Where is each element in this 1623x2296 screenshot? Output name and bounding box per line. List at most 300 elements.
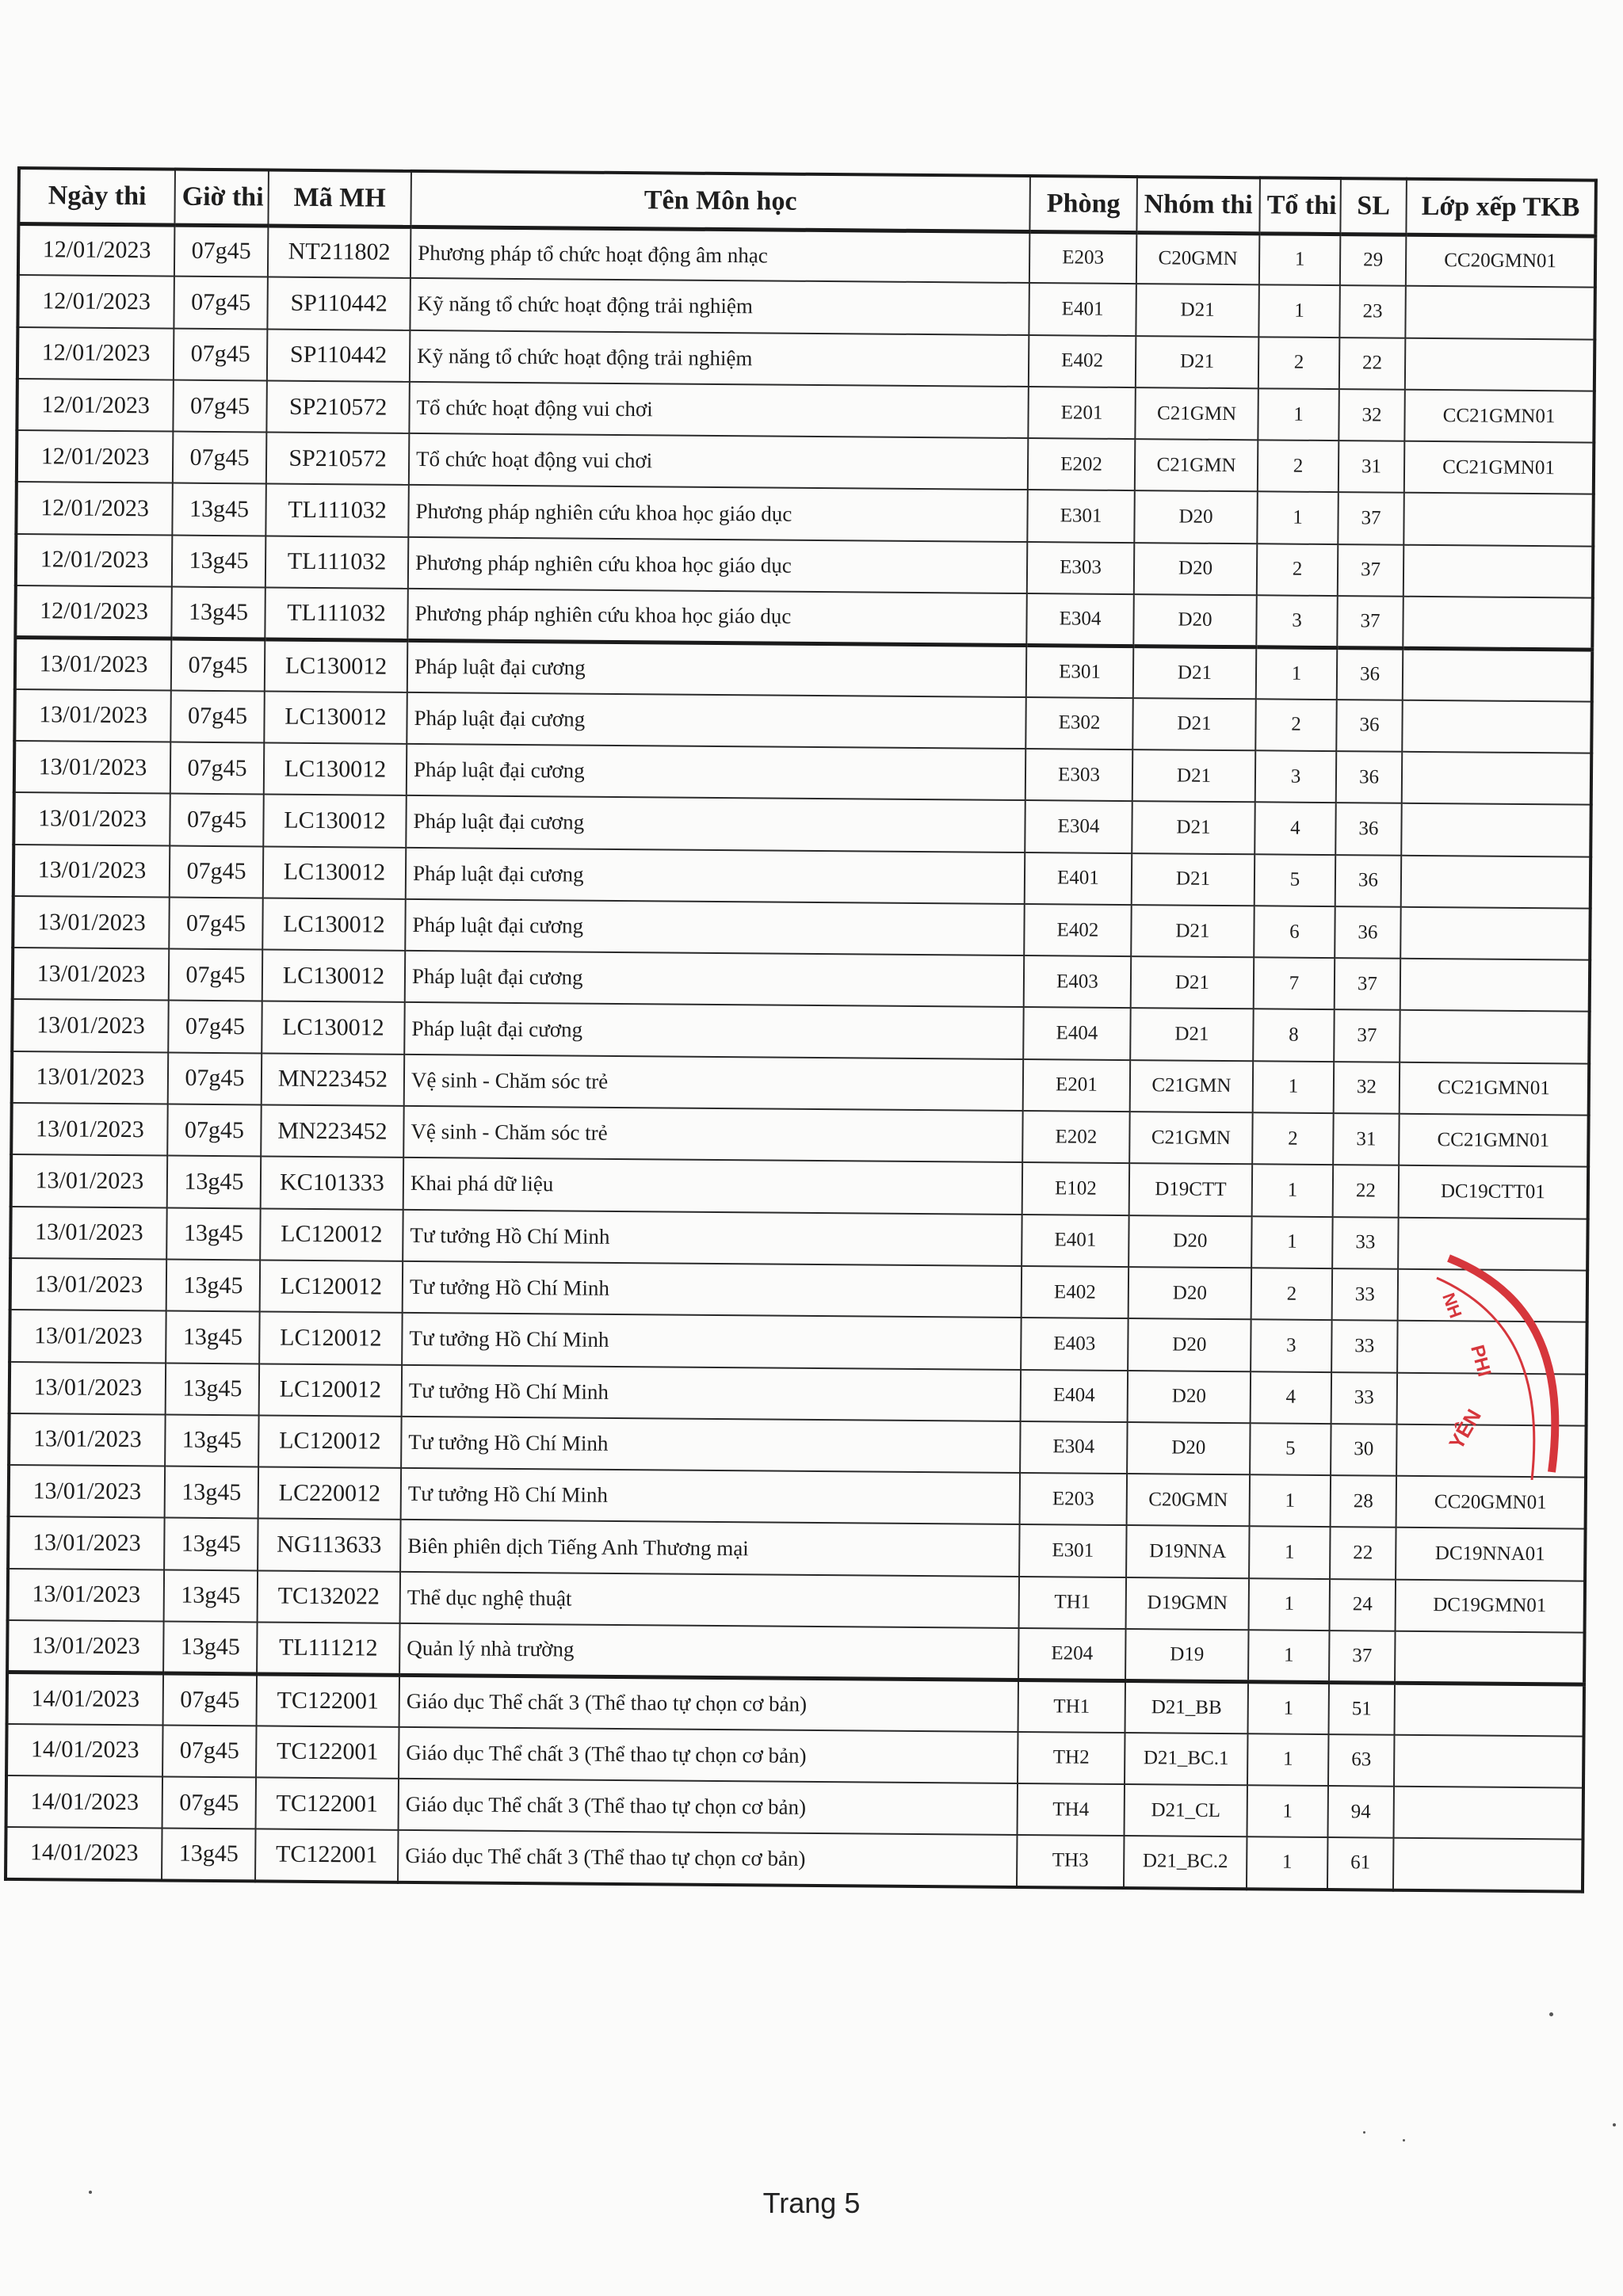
cell-ma-mh: SP210572 [266, 380, 410, 433]
cell-gio-thi: 13g45 [162, 1829, 256, 1881]
cell-gio-thi: 07g45 [170, 690, 265, 742]
cell-lop-xep-tkb [1405, 338, 1595, 391]
cell-ma-mh: LC120012 [260, 1208, 403, 1261]
cell-lop-xep-tkb [1400, 907, 1591, 960]
cell-gio-thi: 07g45 [170, 794, 264, 846]
cell-ma-mh: TC122001 [257, 1674, 400, 1727]
cell-phong: E301 [1019, 1524, 1127, 1577]
cell-phong: E102 [1022, 1162, 1130, 1215]
cell-ngay-thi: 13/01/2023 [7, 1620, 164, 1673]
cell-to-thi: 5 [1250, 1423, 1331, 1475]
cell-phong: E402 [1024, 904, 1132, 956]
cell-gio-thi: 07g45 [168, 1001, 262, 1053]
header-phong: Phòng [1029, 176, 1137, 232]
cell-ten-mon-hoc: Tư tưởng Hồ Chí Minh [402, 1364, 1021, 1421]
cell-ngay-thi: 13/01/2023 [9, 1413, 166, 1466]
cell-nhom-thi: D20 [1128, 1318, 1251, 1371]
cell-lop-xep-tkb [1395, 1683, 1585, 1736]
cell-gio-thi: 07g45 [163, 1673, 258, 1726]
cell-sl: 37 [1329, 1630, 1396, 1683]
header-sl: SL [1340, 178, 1407, 235]
cell-ngay-thi: 13/01/2023 [11, 1103, 168, 1156]
cell-ma-mh: MN223452 [262, 1053, 405, 1106]
cell-ma-mh: TL111032 [265, 588, 408, 641]
cell-ten-mon-hoc: Pháp luật đại cương [404, 1002, 1023, 1058]
cell-lop-xep-tkb [1403, 597, 1593, 650]
cell-gio-thi: 13g45 [164, 1518, 258, 1570]
header-to-thi: Tổ thi [1259, 177, 1341, 234]
cell-ngay-thi: 13/01/2023 [8, 1569, 165, 1622]
cell-phong: TH3 [1017, 1835, 1125, 1887]
cell-nhom-thi: D21 [1132, 801, 1255, 854]
cell-to-thi: 4 [1251, 1371, 1332, 1424]
cell-nhom-thi: C21GMN [1130, 1060, 1254, 1113]
cell-nhom-thi: D21 [1132, 853, 1255, 906]
cell-sl: 22 [1333, 1165, 1400, 1217]
cell-ten-mon-hoc: Tổ chức hoạt động vui chơi [409, 433, 1028, 490]
cell-ma-mh: SP210572 [266, 433, 410, 486]
cell-phong: E202 [1028, 438, 1136, 490]
cell-phong: E201 [1028, 387, 1136, 439]
cell-ngay-thi: 14/01/2023 [6, 1775, 163, 1829]
cell-sl: 28 [1331, 1475, 1397, 1527]
cell-ngay-thi: 13/01/2023 [13, 948, 170, 1001]
cell-phong: TH4 [1017, 1783, 1125, 1836]
cell-to-thi: 1 [1259, 233, 1341, 285]
cell-ma-mh: TC132022 [258, 1570, 401, 1623]
cell-lop-xep-tkb [1405, 286, 1595, 339]
cell-phong: E203 [1029, 231, 1137, 284]
cell-ngay-thi: 14/01/2023 [6, 1724, 163, 1777]
cell-ma-mh: NT211802 [268, 225, 411, 278]
cell-ten-mon-hoc: Vệ sinh - Chăm sóc trẻ [404, 1055, 1023, 1111]
cell-ma-mh: LC120012 [260, 1260, 403, 1313]
cell-lop-xep-tkb: DC19GMN01 [1396, 1579, 1586, 1632]
cell-sl: 29 [1340, 234, 1407, 286]
cell-to-thi: 2 [1252, 1112, 1334, 1165]
cell-to-thi: 1 [1257, 492, 1338, 544]
cell-gio-thi: 13g45 [166, 1259, 261, 1311]
cell-gio-thi: 07g45 [170, 845, 264, 898]
cell-to-thi: 1 [1258, 285, 1340, 338]
cell-ngay-thi: 14/01/2023 [7, 1672, 164, 1725]
cell-ngay-thi: 13/01/2023 [11, 1154, 168, 1207]
cell-ngay-thi: 13/01/2023 [12, 999, 169, 1052]
cell-nhom-thi: D21 [1132, 749, 1256, 803]
cell-ngay-thi: 13/01/2023 [13, 845, 170, 898]
scan-speck [1403, 2139, 1405, 2142]
cell-sl: 31 [1333, 1113, 1400, 1165]
cell-sl: 36 [1336, 700, 1403, 752]
cell-ma-mh: TC122001 [255, 1829, 399, 1882]
cell-gio-thi: 13g45 [167, 1156, 262, 1208]
cell-sl: 51 [1329, 1682, 1396, 1734]
cell-ngay-thi: 14/01/2023 [6, 1827, 162, 1880]
cell-nhom-thi: D21_CL [1124, 1784, 1247, 1837]
cell-ma-mh: TL111032 [265, 536, 409, 589]
cell-phong: E403 [1024, 955, 1132, 1008]
cell-nhom-thi: D19GMN [1126, 1577, 1250, 1630]
cell-ma-mh: TC122001 [256, 1777, 399, 1830]
cell-to-thi: 1 [1249, 1527, 1331, 1579]
cell-gio-thi: 07g45 [174, 225, 269, 277]
cell-lop-xep-tkb [1400, 959, 1591, 1012]
cell-phong: E301 [1027, 490, 1135, 543]
cell-to-thi: 1 [1247, 1785, 1328, 1837]
cell-sl: 37 [1338, 493, 1404, 545]
cell-ngay-thi: 13/01/2023 [10, 1310, 166, 1363]
cell-phong: E203 [1020, 1473, 1128, 1525]
cell-nhom-thi: D21 [1130, 1009, 1254, 1062]
cell-ten-mon-hoc: Phương pháp nghiên cứu khoa học giáo dục [407, 589, 1026, 645]
cell-ten-mon-hoc: Kỹ năng tổ chức hoạt động trải nghiệm [410, 330, 1029, 386]
scan-speck [1613, 2123, 1616, 2126]
header-lop-xep-tkb: Lớp xếp TKB [1406, 179, 1596, 236]
cell-sl: 36 [1335, 855, 1402, 907]
scan-speck [89, 2191, 92, 2194]
cell-nhom-thi: D20 [1134, 543, 1258, 596]
cell-ma-mh: LC120012 [259, 1363, 403, 1417]
cell-ten-mon-hoc: Khai phá dữ liệu [403, 1158, 1022, 1214]
cell-nhom-thi: D20 [1133, 594, 1257, 647]
cell-nhom-thi: D19CTT [1129, 1163, 1253, 1216]
header-ngay-thi: Ngày thi [18, 168, 175, 225]
cell-to-thi: 1 [1249, 1578, 1331, 1630]
cell-ngay-thi: 13/01/2023 [13, 896, 170, 949]
cell-lop-xep-tkb [1402, 700, 1592, 753]
cell-phong: TH2 [1018, 1732, 1125, 1784]
cell-ma-mh: TC122001 [256, 1726, 399, 1779]
cell-gio-thi: 07g45 [174, 328, 268, 380]
cell-ten-mon-hoc: Phương pháp nghiên cứu khoa học giáo dục [408, 485, 1027, 541]
cell-ngay-thi: 12/01/2023 [18, 223, 175, 277]
cell-to-thi: 1 [1248, 1630, 1330, 1682]
cell-to-thi: 7 [1254, 957, 1335, 1009]
page-number: Trang 5 [762, 2187, 861, 2219]
cell-lop-xep-tkb [1395, 1631, 1585, 1684]
cell-gio-thi: 13g45 [171, 587, 265, 639]
cell-lop-xep-tkb: CC21GMN01 [1404, 390, 1594, 443]
cell-phong: E304 [1020, 1421, 1128, 1474]
cell-ngay-thi: 13/01/2023 [10, 1207, 167, 1260]
cell-phong: E404 [1021, 1370, 1128, 1422]
cell-sl: 36 [1336, 751, 1403, 803]
cell-sl: 30 [1331, 1424, 1397, 1476]
cell-to-thi: 2 [1251, 1268, 1333, 1320]
cell-ten-mon-hoc: Pháp luật đại cương [407, 744, 1025, 800]
cell-to-thi: 3 [1256, 595, 1338, 647]
cell-lop-xep-tkb [1401, 803, 1591, 856]
cell-ngay-thi: 13/01/2023 [10, 1362, 166, 1415]
cell-ten-mon-hoc: Pháp luật đại cương [406, 795, 1025, 852]
cell-lop-xep-tkb [1394, 1734, 1584, 1787]
cell-phong: E401 [1025, 852, 1132, 905]
stamp-text-top: NH [1438, 1290, 1466, 1321]
cell-ma-mh: LC220012 [258, 1467, 402, 1520]
cell-ten-mon-hoc: Phương pháp nghiên cứu khoa học giáo dục [408, 537, 1027, 593]
header-nhom-thi: Nhóm thi [1136, 177, 1260, 233]
cell-sl: 33 [1332, 1268, 1399, 1321]
header-ten-mon-hoc: Tên Môn học [411, 171, 1030, 231]
cell-sl: 36 [1335, 906, 1401, 959]
cell-ten-mon-hoc: Giáo dục Thể chất 3 (Thể thao tự chọn cơ bản) [398, 1830, 1017, 1886]
header-gio-thi: Giờ thi [174, 170, 269, 226]
cell-phong: E404 [1023, 1007, 1131, 1059]
cell-lop-xep-tkb [1403, 493, 1594, 546]
cell-gio-thi: 07g45 [162, 1725, 257, 1777]
cell-ten-mon-hoc: Quản lý nhà trường [399, 1623, 1018, 1680]
cell-phong: E401 [1022, 1215, 1129, 1267]
cell-lop-xep-tkb: CC21GMN01 [1404, 441, 1594, 494]
cell-ma-mh: LC130012 [264, 742, 407, 795]
cell-ten-mon-hoc: Pháp luật đại cương [406, 847, 1025, 903]
cell-to-thi: 1 [1252, 1165, 1334, 1217]
cell-ten-mon-hoc: Tư tưởng Hồ Chí Minh [402, 1313, 1021, 1369]
cell-ngay-thi: 12/01/2023 [15, 585, 172, 639]
cell-sl: 36 [1335, 803, 1402, 855]
cell-ngay-thi: 12/01/2023 [16, 534, 173, 587]
cell-gio-thi: 07g45 [162, 1776, 257, 1829]
cell-ngay-thi: 13/01/2023 [12, 1051, 169, 1104]
cell-ma-mh: TL111212 [257, 1622, 400, 1675]
cell-nhom-thi: D19 [1125, 1629, 1249, 1682]
cell-lop-xep-tkb: DC19NNA01 [1396, 1527, 1586, 1581]
cell-ma-mh: LC130012 [264, 691, 407, 744]
cell-nhom-thi: D20 [1127, 1422, 1251, 1475]
cell-ten-mon-hoc: Giáo dục Thể chất 3 (Thể thao tự chọn cơ bản) [399, 1726, 1018, 1783]
cell-phong: E204 [1018, 1628, 1126, 1680]
cell-gio-thi: 07g45 [170, 742, 265, 795]
cell-to-thi: 1 [1247, 1733, 1329, 1786]
cell-ma-mh: LC120012 [259, 1312, 403, 1365]
cell-to-thi: 3 [1255, 750, 1337, 803]
cell-sl: 23 [1339, 285, 1406, 338]
cell-gio-thi: 07g45 [169, 897, 263, 949]
cell-nhom-thi: D20 [1128, 1215, 1252, 1268]
cell-sl: 37 [1337, 596, 1403, 648]
cell-phong: E304 [1026, 593, 1134, 646]
cell-ma-mh: LC130012 [265, 639, 408, 692]
cell-phong: E302 [1025, 697, 1133, 749]
cell-gio-thi: 13g45 [164, 1569, 258, 1622]
cell-phong: E303 [1027, 542, 1135, 594]
cell-ten-mon-hoc: Pháp luật đại cương [405, 899, 1024, 955]
cell-gio-thi: 07g45 [168, 1052, 262, 1104]
cell-lop-xep-tkb: CC21GMN01 [1399, 1114, 1589, 1167]
cell-lop-xep-tkb [1401, 855, 1591, 908]
cell-lop-xep-tkb [1403, 545, 1594, 598]
cell-lop-xep-tkb [1393, 1787, 1583, 1840]
cell-to-thi: 1 [1247, 1836, 1328, 1889]
cell-ten-mon-hoc: Giáo dục Thể chất 3 (Thể thao tự chọn cơ bản) [399, 1779, 1018, 1835]
cell-ten-mon-hoc: Tư tưởng Hồ Chí Minh [403, 1261, 1022, 1318]
cell-phong: TH1 [1019, 1577, 1127, 1629]
exam-schedule-table [4, 166, 1598, 1893]
cell-to-thi: 1 [1258, 388, 1339, 441]
cell-sl: 94 [1327, 1786, 1394, 1838]
cell-ma-mh: LC130012 [263, 846, 407, 899]
cell-phong: E401 [1029, 283, 1136, 335]
cell-phong: E304 [1025, 800, 1132, 852]
cell-gio-thi: 07g45 [173, 432, 267, 484]
cell-lop-xep-tkb [1400, 1010, 1590, 1063]
cell-to-thi: 2 [1257, 543, 1338, 596]
cell-gio-thi: 13g45 [166, 1363, 260, 1415]
cell-ngay-thi: 12/01/2023 [17, 430, 174, 483]
cell-gio-thi: 13g45 [163, 1622, 258, 1674]
cell-nhom-thi: C21GMN [1129, 1112, 1253, 1165]
cell-ten-mon-hoc: Tổ chức hoạt động vui chơi [409, 382, 1028, 438]
cell-gio-thi: 13g45 [165, 1414, 259, 1466]
cell-ma-mh: NG113633 [258, 1519, 401, 1572]
cell-ngay-thi: 13/01/2023 [15, 637, 172, 690]
cell-nhom-thi: D21 [1131, 905, 1254, 958]
cell-ngay-thi: 13/01/2023 [9, 1465, 166, 1518]
cell-to-thi: 8 [1253, 1009, 1335, 1062]
cell-sl: 22 [1339, 338, 1406, 390]
cell-ten-mon-hoc: Vệ sinh - Chăm sóc trẻ [403, 1106, 1022, 1162]
cell-nhom-thi: D21_BB [1125, 1680, 1249, 1733]
cell-ngay-thi: 13/01/2023 [8, 1516, 165, 1569]
cell-to-thi: 6 [1254, 906, 1335, 958]
cell-gio-thi: 07g45 [173, 379, 267, 432]
cell-to-thi: 2 [1255, 699, 1337, 751]
cell-sl: 22 [1330, 1527, 1396, 1579]
cell-to-thi: 3 [1251, 1320, 1332, 1372]
cell-lop-xep-tkb [1403, 648, 1593, 701]
cell-lop-xep-tkb: CC20GMN01 [1396, 1476, 1587, 1529]
cell-gio-thi: 13g45 [172, 483, 266, 536]
cell-to-thi: 4 [1254, 803, 1336, 855]
cell-ngay-thi: 13/01/2023 [14, 741, 171, 794]
cell-ten-mon-hoc: Tư tưởng Hồ Chí Minh [401, 1468, 1020, 1524]
cell-ngay-thi: 13/01/2023 [13, 792, 170, 845]
cell-nhom-thi: D21_BC.2 [1124, 1836, 1247, 1889]
cell-nhom-thi: D20 [1128, 1371, 1251, 1424]
cell-phong: E202 [1022, 1111, 1130, 1163]
cell-phong: E301 [1026, 645, 1134, 697]
cell-ten-mon-hoc: Tư tưởng Hồ Chí Minh [403, 1210, 1022, 1266]
cell-gio-thi: 07g45 [171, 639, 265, 691]
cell-nhom-thi: D20 [1128, 1267, 1252, 1320]
cell-sl: 32 [1338, 389, 1405, 441]
cell-sl: 31 [1338, 441, 1405, 493]
cell-sl: 24 [1330, 1579, 1396, 1631]
cell-ma-mh: LC130012 [262, 1001, 405, 1055]
cell-ma-mh: LC130012 [262, 950, 406, 1003]
cell-ten-mon-hoc: Giáo dục Thể chất 3 (Thể thao tự chọn cơ bản) [399, 1675, 1018, 1731]
cell-nhom-thi: D19NNA [1126, 1525, 1250, 1578]
cell-nhom-thi: D20 [1134, 491, 1258, 544]
cell-ma-mh: LC130012 [262, 898, 406, 951]
cell-ten-mon-hoc: Pháp luật đại cương [407, 640, 1026, 696]
stamp-text-mid: PHI [1466, 1342, 1495, 1379]
cell-to-thi: 2 [1258, 337, 1340, 389]
cell-gio-thi: 13g45 [165, 1466, 259, 1519]
cell-gio-thi: 07g45 [174, 277, 268, 329]
cell-nhom-thi: C21GMN [1135, 439, 1258, 492]
cell-ten-mon-hoc: Pháp luật đại cương [405, 951, 1024, 1007]
cell-sl: 33 [1332, 1217, 1399, 1269]
cell-sl: 61 [1327, 1837, 1394, 1890]
cell-ten-mon-hoc: Pháp luật đại cương [407, 692, 1025, 749]
cell-nhom-thi: D21 [1133, 646, 1257, 699]
cell-ngay-thi: 13/01/2023 [10, 1258, 167, 1311]
cell-ngay-thi: 12/01/2023 [17, 379, 174, 432]
cell-ngay-thi: 12/01/2023 [16, 482, 173, 535]
cell-to-thi: 1 [1251, 1216, 1333, 1268]
cell-gio-thi: 13g45 [172, 535, 266, 587]
cell-sl: 37 [1334, 1010, 1400, 1062]
cell-nhom-thi: D21 [1131, 956, 1254, 1009]
cell-phong: E402 [1022, 1266, 1129, 1318]
cell-ngay-thi: 12/01/2023 [17, 275, 174, 328]
header-ma-mh: Mã MH [268, 170, 411, 226]
cell-lop-xep-tkb [1393, 1838, 1583, 1891]
cell-to-thi: 1 [1250, 1474, 1331, 1527]
cell-phong: TH1 [1018, 1680, 1126, 1732]
cell-ten-mon-hoc: Kỹ năng tổ chức hoạt động trải nghiệm [410, 278, 1029, 334]
cell-ma-mh: SP110442 [267, 329, 411, 382]
cell-nhom-thi: D21_BC.1 [1125, 1733, 1248, 1786]
cell-sl: 33 [1331, 1320, 1398, 1372]
cell-lop-xep-tkb: CC20GMN01 [1406, 235, 1596, 288]
cell-ten-mon-hoc: Thể dục nghệ thuật [400, 1572, 1019, 1628]
scan-speck [1549, 2012, 1553, 2016]
cell-sl: 37 [1335, 958, 1401, 1010]
cell-ten-mon-hoc: Phương pháp tổ chức hoạt động âm nhạc [411, 227, 1029, 283]
cell-sl: 37 [1338, 544, 1404, 597]
cell-ma-mh: LC120012 [258, 1415, 402, 1468]
cell-nhom-thi: C20GMN [1127, 1474, 1251, 1527]
cell-gio-thi: 13g45 [166, 1207, 261, 1260]
cell-gio-thi: 07g45 [169, 949, 263, 1001]
stamp-text-bot: YÊN [1444, 1405, 1486, 1454]
cell-sl: 63 [1328, 1734, 1395, 1787]
cell-ngay-thi: 13/01/2023 [14, 689, 171, 742]
cell-sl: 32 [1334, 1062, 1400, 1114]
scan-speck [1363, 2131, 1365, 2134]
cell-to-thi: 1 [1253, 1061, 1335, 1113]
cell-ten-mon-hoc: Tư tưởng Hồ Chí Minh [401, 1417, 1020, 1473]
cell-ma-mh: KC101333 [261, 1157, 404, 1210]
cell-ngay-thi: 12/01/2023 [17, 327, 174, 380]
cell-ma-mh: MN223452 [261, 1105, 404, 1158]
cell-nhom-thi: D21 [1136, 284, 1259, 337]
cell-gio-thi: 13g45 [166, 1311, 260, 1363]
cell-sl: 36 [1337, 647, 1403, 700]
cell-to-thi: 5 [1254, 854, 1336, 906]
table-body [6, 223, 1595, 1891]
cell-ten-mon-hoc: Biên phiên dịch Tiếng Anh Thương mại [400, 1520, 1019, 1576]
cell-ma-mh: LC130012 [263, 795, 407, 848]
cell-nhom-thi: C20GMN [1136, 232, 1260, 285]
cell-phong: E201 [1023, 1059, 1131, 1112]
cell-ma-mh: SP110442 [267, 277, 411, 330]
cell-to-thi: 2 [1258, 440, 1339, 492]
cell-phong: E303 [1025, 749, 1133, 801]
cell-nhom-thi: D21 [1132, 698, 1256, 751]
cell-to-thi: 1 [1256, 647, 1338, 700]
cell-phong: E403 [1021, 1318, 1128, 1370]
cell-lop-xep-tkb: DC19CTT01 [1399, 1165, 1589, 1219]
cell-phong: E402 [1029, 335, 1136, 387]
cell-lop-xep-tkb: CC21GMN01 [1400, 1062, 1590, 1115]
red-seal-stamp [1433, 1242, 1583, 1480]
cell-to-thi: 1 [1248, 1682, 1330, 1734]
cell-nhom-thi: D21 [1136, 336, 1259, 389]
cell-ma-mh: TL111032 [265, 484, 409, 537]
